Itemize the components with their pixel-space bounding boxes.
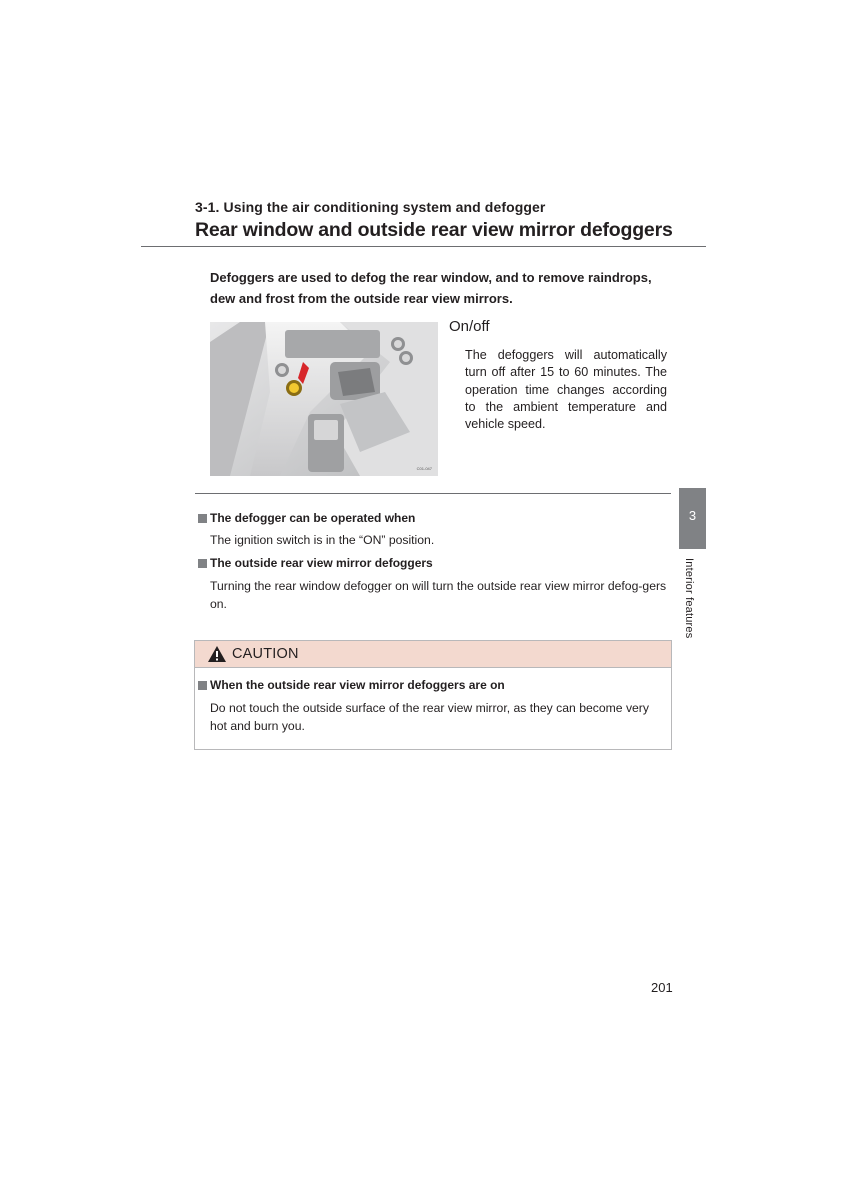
chapter-title: Interior features [683, 558, 695, 639]
note-heading: The defogger can be operated when [198, 511, 415, 525]
square-bullet-icon [198, 681, 207, 690]
note-text: Turning the rear window defogger on will turn the outside rear view mirror defog-gers on. [210, 579, 667, 611]
caution-text: Do not touch the outside surface of the rear view mirror, as they can become very hot and burn you. [210, 701, 649, 733]
square-bullet-icon [198, 559, 207, 568]
caution-header [195, 641, 671, 668]
page-title: Rear window and outside rear view mirror defoggers [195, 219, 673, 241]
warning-triangle-icon [207, 645, 227, 663]
section-label: 3-1. Using the air conditioning system and defogger [195, 199, 546, 215]
callout-label: On/off [449, 318, 490, 335]
note-text: The ignition switch is in the “ON” position. [210, 533, 435, 547]
caution-label: CAUTION [232, 646, 299, 662]
callout-text: The defoggers will automatically turn off after 15 to 60 minutes. The operation time changes according to the ambient temperature and vehicle speed. [465, 348, 667, 432]
console-illustration [210, 322, 438, 476]
page-number: 201 [651, 980, 673, 995]
intro-paragraph: Defoggers are used to defog the rear window, and to remove raindrops, dew and frost from the outside rear view mirrors. [210, 270, 652, 306]
section-divider [195, 493, 671, 494]
square-bullet-icon [198, 514, 207, 523]
title-divider [141, 246, 706, 247]
caution-heading: When the outside rear view mirror defoggers are on [198, 678, 505, 692]
defogger-switch-figure [210, 322, 438, 476]
chapter-tab: 3 [679, 488, 706, 549]
figure-code: C01-047 [416, 466, 432, 471]
note-heading: The outside rear view mirror defoggers [198, 556, 433, 570]
